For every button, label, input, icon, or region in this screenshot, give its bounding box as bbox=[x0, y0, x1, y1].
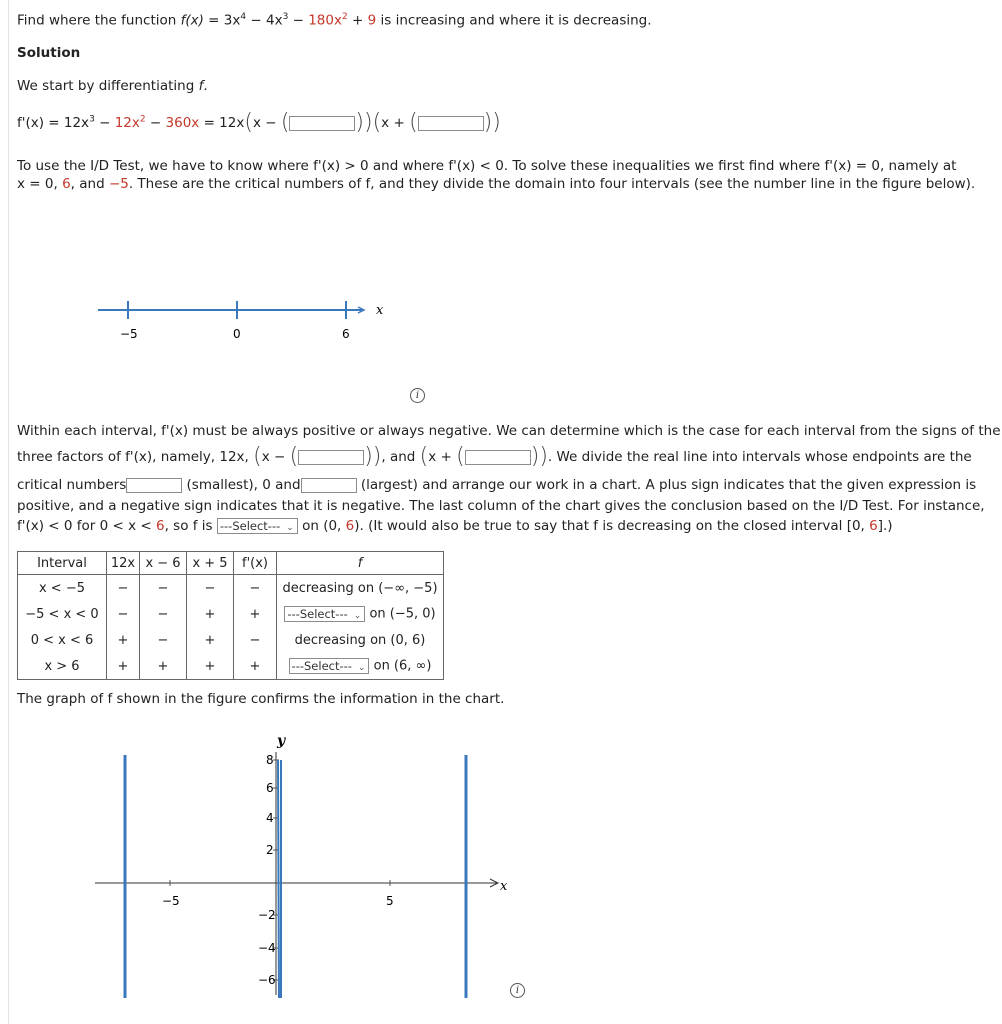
graph-ytick-2: 2 bbox=[266, 843, 274, 857]
id-test-paragraph: To use the I/D Test, we have to know where f'(x) > 0 and where f'(x) < 0. To solve these inequalities we first find where f'(x) = 0, namely at x = 0, 6, and −5. These are the critical numbers of f, and they divide the domain into four intervals (see the number line in the figure below). bbox=[17, 158, 976, 192]
graph-curve-middle bbox=[278, 760, 281, 998]
graph-ytick-8: 8 bbox=[266, 753, 274, 767]
chart-select-6-inf[interactable]: ---Select--- ⌄ bbox=[289, 658, 370, 674]
derivative-root2-input[interactable] bbox=[418, 116, 484, 131]
graph-xtick-5: 5 bbox=[386, 894, 394, 908]
intro-text: We start by differentiating f. bbox=[17, 78, 208, 94]
function-graph bbox=[80, 730, 530, 1010]
chart-header-row bbox=[18, 552, 444, 575]
graph-info-icon[interactable]: i bbox=[510, 983, 525, 998]
graph-ytick-m4: −4 bbox=[258, 941, 276, 955]
chart-header-interval: Interval bbox=[18, 552, 107, 575]
chart-row: −5 < x < 0 − − + + ---Select--- ⌄ on (−5, 0) bbox=[18, 601, 444, 627]
left-margin-rule bbox=[8, 0, 9, 1024]
chart-header-x-minus-6: x − 6 bbox=[140, 552, 187, 575]
graph-caption: The graph of f shown in the figure confirms the information in the chart. bbox=[17, 691, 505, 707]
chart-row: 0 < x < 6 + − + − decreasing on (0, 6) bbox=[18, 627, 444, 653]
problem-statement: Find where the function $f(x) = 3x^4 - 4x^3 - 180x^2 + 9$ is increasing and where it is decreasing. bbox=[17, 12, 652, 29]
derivative-root1-input[interactable] bbox=[289, 116, 355, 131]
info-icon[interactable]: i bbox=[410, 388, 425, 403]
number-line-axis-label: x bbox=[376, 303, 384, 318]
chart-row: x < −5 − − − − decreasing on (−∞, −5) bbox=[18, 575, 444, 602]
increasing-decreasing-select-0-6[interactable]: ---Select--- ⌄ bbox=[217, 518, 298, 534]
graph-ytick-4: 4 bbox=[266, 811, 274, 825]
graph-xtick-m5: −5 bbox=[162, 894, 180, 908]
number-line-label-0: 0 bbox=[233, 327, 241, 341]
smallest-critical-input[interactable] bbox=[126, 478, 182, 493]
graph-x-label: x bbox=[500, 879, 508, 894]
para2-line5: f'(x) < 0 for 0 < x < 6, so f is ---Select--- ⌄ on (0, 6). (It would also be true to say that f is decreasing on the closed interval [0, 6].) bbox=[17, 518, 893, 534]
chart-header-x-plus-5: x + 5 bbox=[187, 552, 234, 575]
para2-line4: positive, and a negative sign indicates that it is negative. The last column of the chart gives the conclusion based on the I/D Test. For instance, bbox=[17, 498, 985, 514]
number-line-label-m5: −5 bbox=[120, 327, 138, 341]
factor1-input[interactable] bbox=[298, 450, 364, 465]
factor2-input[interactable] bbox=[465, 450, 531, 465]
sign-chart bbox=[17, 551, 444, 680]
chart-header-f: f bbox=[277, 552, 444, 575]
graph-y-label: y bbox=[277, 733, 286, 749]
solution-heading: Solution bbox=[17, 45, 81, 61]
chart-header-12x: 12x bbox=[107, 552, 140, 575]
graph-ytick-6: 6 bbox=[266, 781, 274, 795]
chart-header-fprime: f'(x) bbox=[234, 552, 277, 575]
para2-line3: critical numbers (smallest), 0 and (largest) and arrange our work in a chart. A plus sign indicates that the given expression is bbox=[17, 477, 977, 493]
largest-critical-input[interactable] bbox=[301, 478, 357, 493]
para2-line1: Within each interval, f'(x) must be always positive or always negative. We can determine which is the case for each interval from the signs of the bbox=[17, 423, 1001, 439]
graph-ytick-m6: −6 bbox=[258, 973, 276, 987]
para2-line2: three factors of f'(x), namely, 12x, (x − ( )), and (x + ( )). We divide the real line into intervals whose endpoints are the bbox=[17, 444, 972, 469]
number-line-label-6: 6 bbox=[342, 327, 350, 341]
number-line bbox=[90, 290, 410, 350]
chart-row: x > 6 + + + + ---Select--- ⌄ on (6, ∞) bbox=[18, 653, 444, 680]
chart-select-m5-0[interactable]: ---Select--- ⌄ bbox=[284, 606, 365, 622]
graph-ytick-m2: −2 bbox=[258, 908, 276, 922]
derivative-line: $f'(x) = 12x^3 - 12x^2 - 360x = 12x(x$ − ( ))(x + ( )) bbox=[17, 110, 501, 135]
